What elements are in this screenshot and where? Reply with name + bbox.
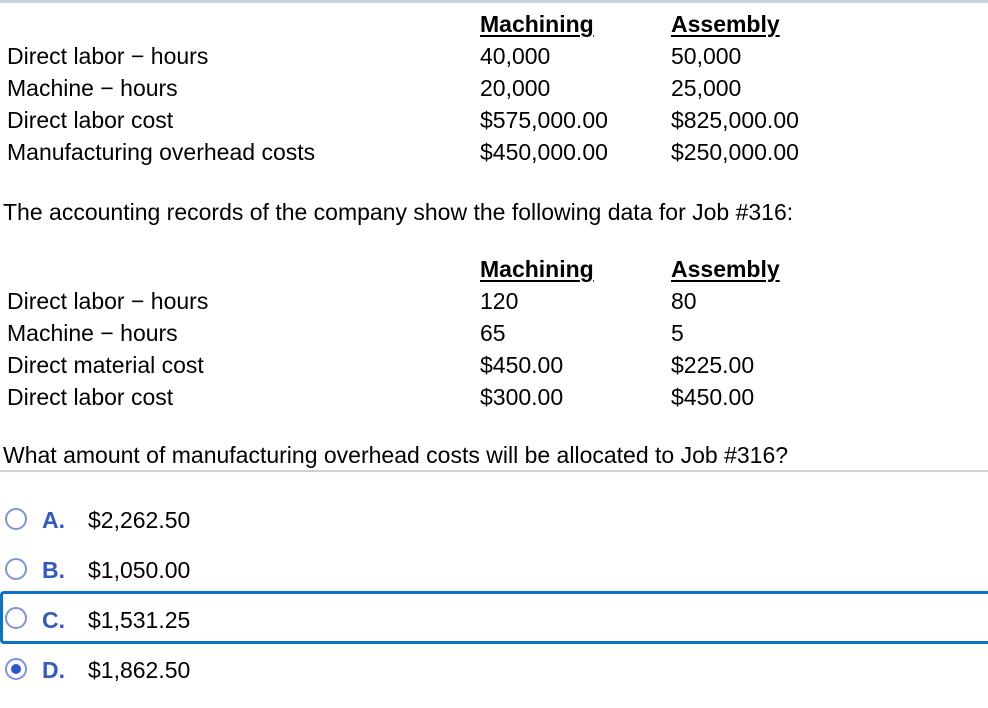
row-label: Machine − hours (7, 75, 178, 101)
question-divider (0, 470, 988, 472)
machining-value: 40,000 (480, 43, 551, 69)
choice-letter: A. (42, 507, 65, 533)
col-header-assembly: Assembly (671, 256, 780, 282)
row-label: Machine − hours (7, 320, 178, 346)
col-header-assembly: Assembly (671, 11, 780, 37)
assembly-value: 5 (671, 320, 684, 346)
machining-value: 65 (480, 320, 506, 346)
row-label: Direct labor cost (7, 384, 174, 410)
assembly-value: $450.00 (671, 384, 755, 410)
choice-letter: D. (42, 657, 65, 683)
machining-value: $450,000.00 (480, 139, 608, 165)
choice-letter: B. (42, 557, 65, 583)
machining-value: $575,000.00 (480, 107, 608, 133)
assembly-value: $225.00 (671, 352, 755, 378)
row-label: Direct labor − hours (7, 288, 209, 314)
row-label: Direct material cost (7, 352, 204, 378)
row-label: Direct labor − hours (7, 43, 209, 69)
top-divider (0, 0, 988, 3)
assembly-value: 50,000 (671, 43, 742, 69)
question-text: What amount of manufacturing overhead costs will be allocated to Job #316? (3, 442, 789, 468)
machining-value: $450.00 (480, 352, 564, 378)
machining-value: 120 (480, 288, 519, 314)
job-intro-text: The accounting records of the company show the following data for Job #316: (3, 199, 794, 225)
row-label: Direct labor cost (7, 107, 174, 133)
assembly-value: $250,000.00 (671, 139, 799, 165)
choice-d[interactable] (0, 647, 988, 691)
assembly-value: 80 (671, 288, 697, 314)
row-label: Manufacturing overhead costs (7, 139, 316, 165)
choice-amount: $1,531.25 (88, 607, 191, 633)
radio-unchecked-icon[interactable] (5, 607, 27, 629)
choice-a[interactable] (0, 497, 988, 541)
radio-unchecked-icon[interactable] (5, 558, 27, 580)
machining-value: 20,000 (480, 75, 551, 101)
choice-amount: $2,262.50 (88, 507, 191, 533)
assembly-value: 25,000 (671, 75, 742, 101)
col-header-machining: Machining (480, 11, 594, 37)
radio-checked-icon[interactable] (5, 658, 27, 680)
choice-b[interactable] (0, 547, 988, 591)
choice-c[interactable] (0, 591, 988, 644)
col-header-machining: Machining (480, 256, 594, 282)
choice-amount: $1,050.00 (88, 557, 191, 583)
choice-letter: C. (42, 607, 65, 633)
machining-value: $300.00 (480, 384, 564, 410)
assembly-value: $825,000.00 (671, 107, 799, 133)
choice-amount: $1,862.50 (88, 657, 191, 683)
radio-unchecked-icon[interactable] (5, 508, 27, 530)
